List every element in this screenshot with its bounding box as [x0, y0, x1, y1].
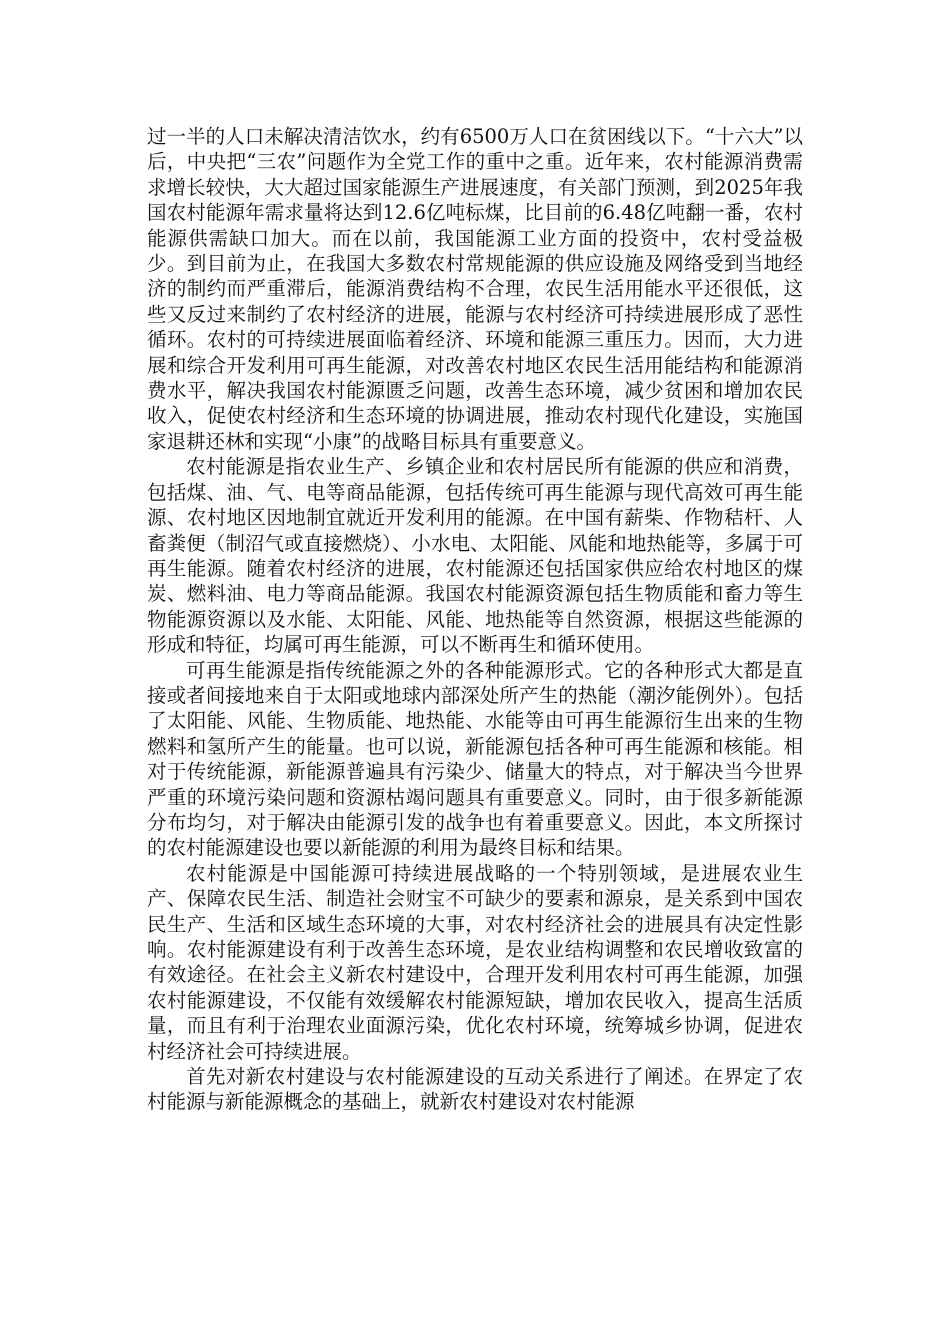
- document-body: [147, 124, 803, 1115]
- paragraph-rural-energy-background: 过一半的人口未解决清洁饮水，约有6500万人口在贫困线以下。“十六大”以后，中央把“三农”问题作为全党工作的重中之重。近年来，农村能源消费需求增长较快，大大超过国家能源生产进展速度，有关部门预测，到2025年我国农村能源年需求量将达到12.6亿吨标煤，比目前的6.48亿吨翻一番，农村能源供需缺口加大。而在以前，我国能源工业方面的投资中，农村受益极少。到目前为止，在我国大多数农村常规能源的供应设施及网络受到当地经济的制约而严重滞后，能源消费结构不合理，农民生活用能水平还很低，这些又反过来制约了农村经济的进展，能源与农村经济可持续进展形成了恶性循环。农村的可持续进展面临着经济、环境和能源三重压力。因而，大力进展和综合开发利用可再生能源，对改善农村地区农民生活用能结构和能源消费水平，解决我国农村能源匮乏问题，改善生态环境，减少贫困和增加农民收入，促使农村经济和生态环境的协调进展，推动农村现代化建设，实施国家退耕还林和实现“小康”的战略目标具有重要意义。: [147, 125, 803, 453]
- paragraph-renewable-energy-definition: 可再生能源是指传统能源之外的各种能源形式。它的各种形式大都是直接或者间接地来自于太阳或地球内部深处所产生的热能（潮汐能例外）。包括了太阳能、风能、生物质能、地热能、水能等由可再生能源衍生出来的生物燃料和氢所产生的能量。也可以说，新能源包括各种可再生能源和核能。相对于传统能源，新能源普遍具有污染少、储量大的特点，对于解决当今世界严重的环境污染问题和资源枯竭问题具有重要意义。同时，由于很多新能源分布均匀，对于解决由能源引发的战争也有着重要意义。因此，本文所探讨的农村能源建设也要以新能源的利用为最终目标和结果。: [147, 658, 803, 860]
- paragraph-rural-energy-definition: 农村能源是指农业生产、乡镇企业和农村居民所有能源的供应和消费，包括煤、油、气、电等商品能源，包括传统可再生能源与现代高效可再生能源、农村地区因地制宜就近开发利用的能源。在中国有薪柴、作物秸杆、人畜粪便（制沼气或直接燃烧）、小水电、太阳能、风能和地热能等，多属于可再生能源。随着农村经济的进展，农村能源还包括国家供应给农村地区的煤炭、燃料油、电力等商品能源。我国农村能源资源包括生物质能和畜力等生物能源资源以及水能、太阳能、风能、地热能等自然资源，根据这些能源的形成和特征，均属可再生能源，可以不断再生和循环使用。: [147, 455, 803, 657]
- paragraph-paper-outline: 首先对新农村建设与农村能源建设的互动关系进行了阐述。在界定了农村能源与新能源概念的基础上，就新农村建设对农村能源: [147, 1065, 803, 1114]
- paragraph-rural-energy-importance: 农村能源是中国能源可持续进展战略的一个特别领域，是进展农业生产、保障农民生活、制造社会财宝不可缺少的要素和源泉，是关系到中国农民生产、生活和区域生态环境的大事，对农村经济社会的进展具有决定性影响。农村能源建设有利于改善生态环境，是农业结构调整和农民增收致富的有效途径。在社会主义新农村建设中，合理开发利用农村可再生能源，加强农村能源建设，不仅能有效缓解农村能源短缺，增加农民收入，提高生活质量，而且有利于治理农业面源污染，优化农村环境，统筹城乡协调，促进农村经济社会可持续进展。: [147, 861, 803, 1063]
